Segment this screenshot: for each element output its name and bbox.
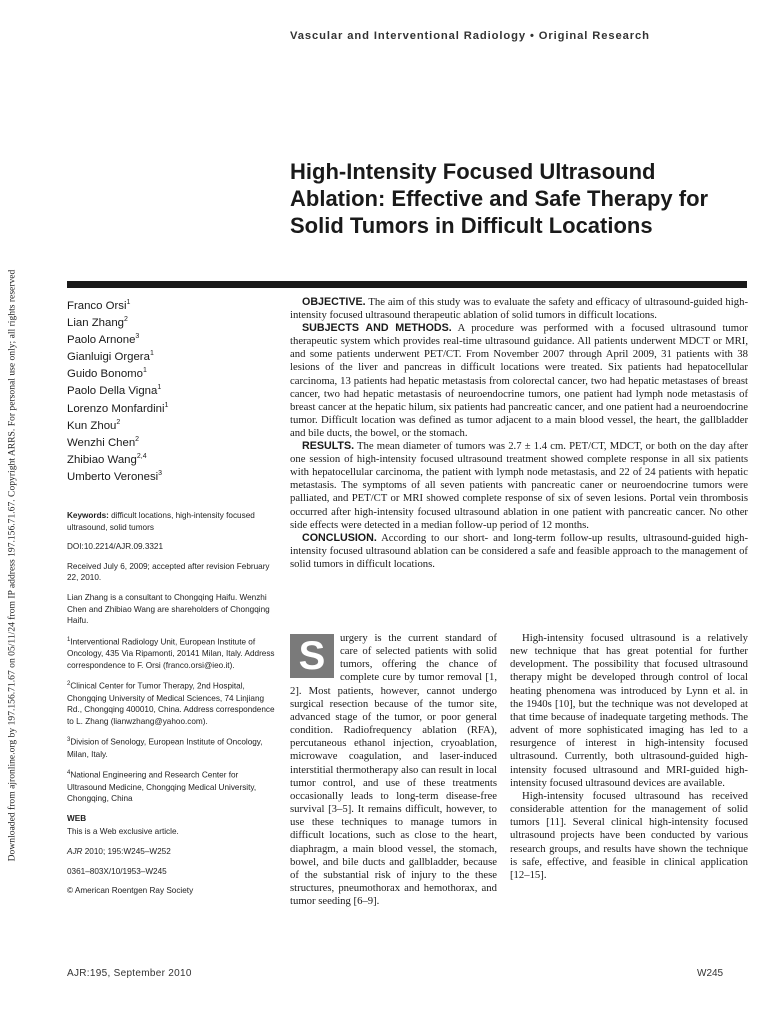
affiliation: $^2$Clinical Center for Tumor Therapy, 2nd Hospital, Chongqing University of Medical Sciences, 74 Linjiang Rd., Chongqing 400010, China. Address correspondence to L. Zhang (lianwzhang@yahoo.com). bbox=[67, 681, 275, 726]
web-label: WEB bbox=[67, 813, 87, 823]
article-title: High-Intensity Focused Ultrasound Ablation: Effective and Safe Therapy for Solid Tumors in Difficult Locations bbox=[290, 159, 709, 238]
body-paragraph: High-intensity focused ultrasound has received considerable attention for the management of solid tumors [11]. Several clinical high-intensity focused ultrasound projects have been conducted by various research groups, and results have shown the technique is safe, effective, and feasible in clinical application [12–15]. bbox=[510, 789, 748, 881]
author: Paolo Arnone$^3$ bbox=[67, 333, 140, 346]
issn: 0361–803X/10/1953–W245 bbox=[67, 866, 167, 876]
keywords: Keywords: difficult locations, high-intensity focused ultrasound, solid tumors bbox=[67, 511, 255, 532]
footer-page-number: W245 bbox=[697, 968, 724, 979]
body-paragraph: High-intensity focused ultrasound is a relatively new technique that has great potential for further development. The possibility that focused ultrasound therapy might be developed through control of local heating phenomena was introduced by Lynn et al. in the 1940s [10], but the technique was not developed at that time because of inadequate targeting methods. The advent of more sophisticated imaging has led to a resurgence of interest in high-intensity focused ultrasound. Currently, both ultrasound-guided high-intensity focused ultrasound and MRI-guided high-intensity focused ultrasound devices are available. bbox=[510, 632, 748, 789]
abstract bbox=[290, 296, 748, 571]
author: Wenzhi Chen$^2$ bbox=[67, 435, 140, 449]
disclosure: Lian Zhang is a consultant to Chongqing Haifu. Wenzhi Chen and Zhibiao Wang are shareholders of Chongqing Haifu. bbox=[67, 592, 270, 626]
author: Paolo Della Vigna$^1$ bbox=[67, 384, 162, 398]
footer-journal-issue: AJR:195, September 2010 bbox=[67, 968, 192, 979]
body-paragraph: urgery is the current standard of care of selected patients with solid tumors, offering the chance of complete cure by tumor removal [1, 2]. Most patients, however, cannot undergo surgical resection because of the tumor site, advanced stage of the tumor, or poor general condition. Radiofrequency ablation (RFA), percutaneous ethanol injection, cryoablation, microwave coagulation, and laser-induced interstitial thermotherapy also can result in local tumor control, and use of these treatments occasionally leads to long-term disease-free survival [3–5]. It remains difficult, however, to use these techniques to manage tumors in difficult locations, such as close to the heart, diaphragm, a main blood vessel, the stomach, bowel, and bile ducts and gallbladder, because of the substantial risk of injury to the these structures, pneumothorax and hemothorax, and tumor seeding [6–9]. bbox=[290, 632, 497, 908]
abstract-results: RESULTS. The mean diameter of tumors was 2.7 ± 1.4 cm. PET/CT, MDCT, or both on the day after one session of high-intensity focused ultrasound treatment showed complete response in all six patients with hepatocellular carcinoma, the patient with lymph node metastasis, and 22 of 24 patients with hepatic metastasis. The symptoms of all seven patients with pancreatic caner or neuroendocrine tumors were palliated, and PET/CT or MRI showed complete response of six of seven lesions. Portal vein thrombosis occurred after high-intensity focused ultrasound ablation in one patient with pancreatic cancer. No other side effects were detected in a median follow-up period of 12 months. bbox=[290, 440, 748, 531]
affiliation: $^3$Division of Senology, European Institute of Oncology, Milan, Italy. bbox=[67, 737, 263, 759]
download-notice: Downloaded from ajronline.org by 197.156.71.67 on 05/11/24 from IP address 197.156.71.67. Copyright ARRS. For personal use only; all rights reserved bbox=[6, 269, 18, 862]
author: Lian Zhang$^2$ bbox=[67, 316, 128, 329]
title-divider bbox=[67, 281, 747, 288]
author: Gianluigi Orgera$^1$ bbox=[67, 350, 154, 364]
citation: AJR 2010; 195:W245–W252 bbox=[67, 847, 171, 856]
body-column-2 bbox=[510, 632, 748, 882]
affiliation: $^4$National Engineering and Research Center for Ultrasound Medicine, Chongqing Medical University, Chongqing, China bbox=[67, 770, 257, 804]
author-list bbox=[67, 296, 277, 484]
copyright: © American Roentgen Ray Society bbox=[67, 886, 194, 896]
author: Lorenzo Monfardini$^1$ bbox=[67, 401, 169, 415]
author: Guido Bonomo$^1$ bbox=[67, 367, 147, 381]
web-note: This is a Web exclusive article. bbox=[67, 827, 179, 837]
abstract-objective: OBJECTIVE. The aim of this study was to evaluate the safety and efficacy of ultrasound-guided high-intensity focused ultrasound therapeutic ablation of solid tumors in difficult locations. bbox=[290, 296, 748, 322]
author: Zhibiao Wang$^{2,4}$ bbox=[67, 452, 147, 466]
author: Umberto Veronesi$^3$ bbox=[67, 469, 163, 483]
affiliation: $^1$Interventional Radiology Unit, European Institute of Oncology, 435 Via Ripamonti, 20141 Milan, Italy. Address correspondence to F. Orsi (franco.orsi@ieo.it). bbox=[67, 636, 275, 670]
author: Franco Orsi$^1$ bbox=[67, 299, 131, 312]
running-header: Vascular and Interventional Radiology • Original Research bbox=[290, 30, 650, 42]
doi: DOI:10.2214/AJR.09.3321 bbox=[67, 542, 164, 552]
article-metadata bbox=[67, 510, 279, 905]
author: Kun Zhou$^2$ bbox=[67, 418, 121, 432]
drop-cap: S bbox=[290, 634, 334, 678]
abstract-methods: SUBJECTS AND METHODS. A procedure was performed with a focused ultrasound tumor therapeutic system which provides real-time ultrasound guidance. All patients underwent MDCT or MRI, and some patients underwent PET/CT. From November 2007 through April 2009, 31 patients with 38 lesions of the liver and pancreas in difficult locations were treated. Six patients had hepatocellular carcinoma, 13 patients had hepatic metastasis from colorectal cancer, two had hepatic metastases of breast cancer, two had hepatic metastasis of neuroendocrine tumors, one patient had lymph node metastasis of breast cancer at the hepatic hilum, six patients had pancreatic cancer, and one patient had a neuroendocrine tumor. Difficult location was defined as tumor adjacent to a main blood vessel, the heart, the gallbladder and bile ducts, the bowel, or the stomach. bbox=[290, 322, 748, 439]
received-date: Received July 6, 2009; accepted after revision February 22, 2010. bbox=[67, 561, 270, 583]
abstract-conclusion: CONCLUSION. According to our short- and long-term follow-up results, ultrasound-guided high-intensity focused ultrasound ablation can be considered a safe and feasible approach to the management of solid tumors in difficult locations. bbox=[290, 531, 748, 570]
body-column-1 bbox=[290, 632, 497, 908]
